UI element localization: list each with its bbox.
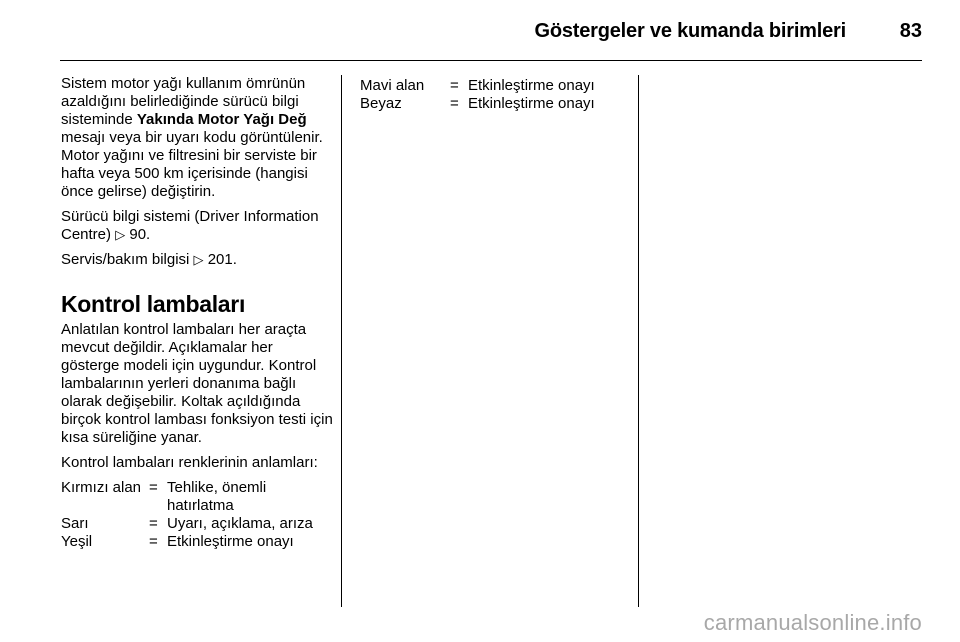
page-reference-arrow-icon: ▷ bbox=[115, 227, 126, 242]
page-header bbox=[60, 14, 922, 54]
paragraph-oil-life: Sistem motor yağı kullanım ömrünün azaldığını belirlediğinde sürücü bilgi sisteminde Yakında Motor Yağı Değ mesajı veya bir uyarı kodu görüntülenir. Motor yağını ve filtresini bir serviste bir hafta veya 500 km içerisinde (hangisi önce gelirse) değiştirin. bbox=[61, 75, 323, 200]
text-column-left bbox=[61, 75, 333, 551]
column-divider bbox=[638, 75, 639, 607]
page-reference-arrow-icon: ▷ bbox=[193, 252, 204, 267]
column-divider bbox=[341, 75, 342, 607]
table-row: Mavi alan = Etkinleştirme onayı bbox=[360, 77, 595, 94]
reference-driver-info: Sürücü bilgi sistemi (Driver Information Centre) ▷ 90. bbox=[61, 208, 319, 243]
table-row: Kırmızı alan = Tehlike, önemli hatırlatma bbox=[61, 479, 267, 514]
text-column-middle bbox=[360, 75, 632, 113]
paragraph-color-meanings: Kontrol lambaları renklerinin anlamları: bbox=[61, 454, 318, 471]
table-row: Beyaz = Etkinleştirme onayı bbox=[360, 95, 595, 112]
reference-service-info: Servis/bakım bilgisi ▷ 201. bbox=[61, 251, 237, 268]
message-text: Yakında Motor Yağı Değ bbox=[136, 111, 307, 128]
table-row: Sarı = Uyarı, açıklama, arıza bbox=[61, 515, 313, 532]
table-row: Yeşil = Etkinleştirme onayı bbox=[61, 533, 294, 550]
paragraph-indicator-lamps: Anlatılan kontrol lambaları her araçta mevcut değildir. Açıklamalar her gösterge modeli için uygundur. Kontrol lambalarının yerleri donanıma bağlı olarak değişebilir. Koltak açıldığında birçok kontrol lambası fonksiyon testi için kısa süreliğine yanar. bbox=[61, 321, 333, 446]
color-meaning-table bbox=[61, 479, 333, 551]
section-heading: Kontrol lambaları bbox=[61, 291, 246, 317]
page-number: 83 bbox=[899, 20, 922, 42]
header-divider bbox=[60, 60, 922, 61]
color-meaning-table-continued bbox=[360, 77, 595, 113]
page-title: Göstergeler ve kumanda birimleri bbox=[534, 20, 846, 42]
watermark: carmanualsonline.info bbox=[703, 610, 922, 635]
